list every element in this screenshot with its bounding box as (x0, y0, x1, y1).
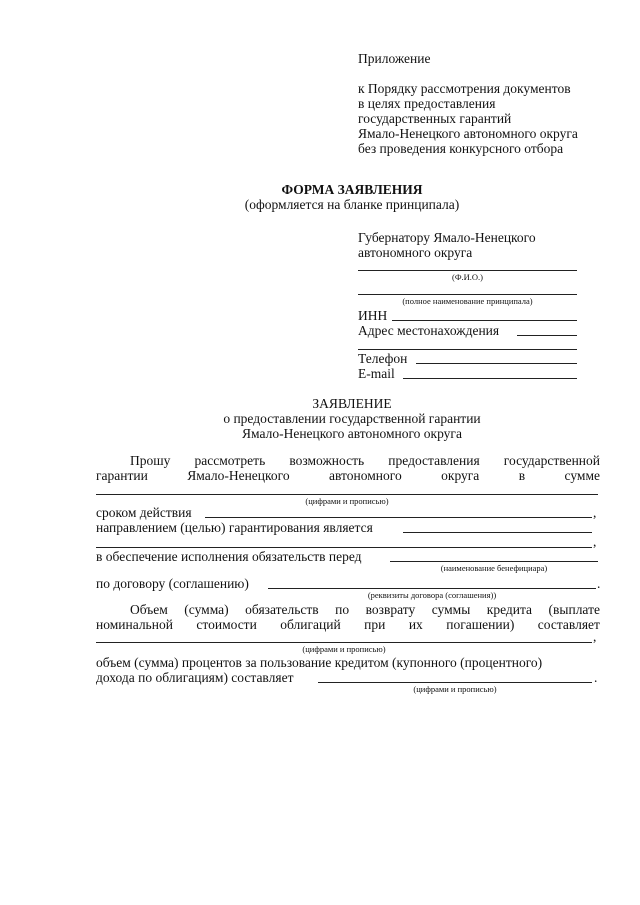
statement-subtitle-1: о предоставлении государственной гарантии (223, 411, 481, 426)
phone-label: Телефон (358, 351, 408, 366)
word: суммы (431, 602, 471, 617)
word: (сумма) (184, 602, 229, 617)
word: Ямало-Ненецкого (187, 468, 290, 483)
word: стоимости (196, 617, 257, 632)
word: их (408, 617, 423, 632)
statement-title: ЗАЯВЛЕНИЕ (312, 396, 392, 411)
word: при (364, 617, 386, 632)
word: составляет (537, 617, 600, 632)
contract-label: по договору (соглашению) (96, 576, 249, 591)
word: округа (441, 468, 480, 483)
paragraph-3-line-1: объем (сумма) процентов за пользование кредитом (купонного (процентного) (96, 655, 543, 670)
obligation-label: в обеспечение исполнения обязательств перед (96, 549, 362, 564)
addressee-line-1: Губернатору Ямало-Ненецкого (358, 230, 536, 245)
fio-line (358, 270, 577, 271)
word: государственной (503, 453, 600, 468)
word: облигаций (280, 617, 341, 632)
term-line (205, 517, 592, 518)
word: обязательств (245, 602, 319, 617)
paragraph-2-line-1 (130, 602, 600, 617)
word: по (335, 602, 350, 617)
direction-line-1 (403, 532, 592, 533)
paragraph-2-line-2 (96, 617, 600, 632)
amount-line-3 (318, 682, 592, 683)
direction-line-2 (96, 547, 592, 548)
term-comma: , (593, 505, 597, 520)
paragraph-3-line-2: дохода по облигациям) составляет (96, 670, 294, 685)
email-line (403, 378, 577, 379)
address-line-2 (358, 349, 577, 350)
contract-caption: (реквизиты договора (соглашения)) (367, 590, 497, 600)
word: предоставления (388, 453, 480, 468)
direction-label: направлением (целью) гарантирования является (96, 520, 373, 535)
word: рассмотреть (194, 453, 266, 468)
direction-comma: , (593, 534, 597, 549)
email-label: E-mail (358, 366, 395, 381)
contract-line (268, 588, 596, 589)
word: номинальной (96, 617, 173, 632)
amount-line (96, 494, 598, 495)
word: возврату (365, 602, 416, 617)
word: Прошу (130, 453, 171, 468)
addressee-line-2: автономного округа (358, 245, 473, 260)
word: сумме (564, 468, 600, 483)
phone-line (416, 363, 577, 364)
word: возможность (289, 453, 365, 468)
amount-caption: (цифрами и прописью) (305, 496, 389, 506)
appendix-title: Приложение (358, 51, 431, 66)
form-subtitle: (оформляется на бланке принципала) (244, 197, 460, 212)
principal-name-line (358, 294, 577, 295)
term-label: сроком действия (96, 505, 192, 520)
amount-3-period: . (594, 670, 598, 685)
word: кредита (486, 602, 533, 617)
statement-subtitle-2: Ямало-Ненецкого автономного округа (242, 426, 462, 441)
amount-caption-2: (цифрами и прописью) (302, 644, 386, 654)
appendix-line-5: без проведения конкурсного отбора (358, 141, 564, 156)
address-label: Адрес местонахождения (358, 323, 500, 338)
word: погашении) (446, 617, 515, 632)
principal-caption: (полное наименование принципала) (402, 296, 533, 306)
amount-2-comma: , (593, 629, 597, 644)
appendix-line-2: в целях предоставления (358, 96, 496, 111)
appendix-line-1: к Порядку рассмотрения документов (358, 81, 571, 96)
address-line-1 (517, 335, 577, 336)
word: (выплате (548, 602, 600, 617)
contract-period: . (597, 576, 601, 591)
word: в (518, 468, 526, 483)
inn-label: ИНН (358, 308, 388, 323)
paragraph-1-line-1 (130, 453, 600, 468)
word: автономного (329, 468, 402, 483)
appendix-line-4: Ямало-Ненецкого автономного округа (358, 126, 578, 141)
fio-caption: (Ф.И.О.) (451, 272, 484, 282)
word: гарантии (96, 468, 148, 483)
inn-line (392, 320, 577, 321)
beneficiary-line (390, 561, 598, 562)
appendix-line-3: государственных гарантий (358, 111, 512, 126)
amount-caption-3: (цифрами и прописью) (413, 684, 497, 694)
beneficiary-caption: (наименование бенефициара) (440, 563, 548, 573)
form-title: ФОРМА ЗАЯВЛЕНИЯ (281, 182, 423, 197)
amount-line-2 (96, 642, 592, 643)
word: Объем (130, 602, 168, 617)
paragraph-1-line-2 (96, 468, 600, 483)
